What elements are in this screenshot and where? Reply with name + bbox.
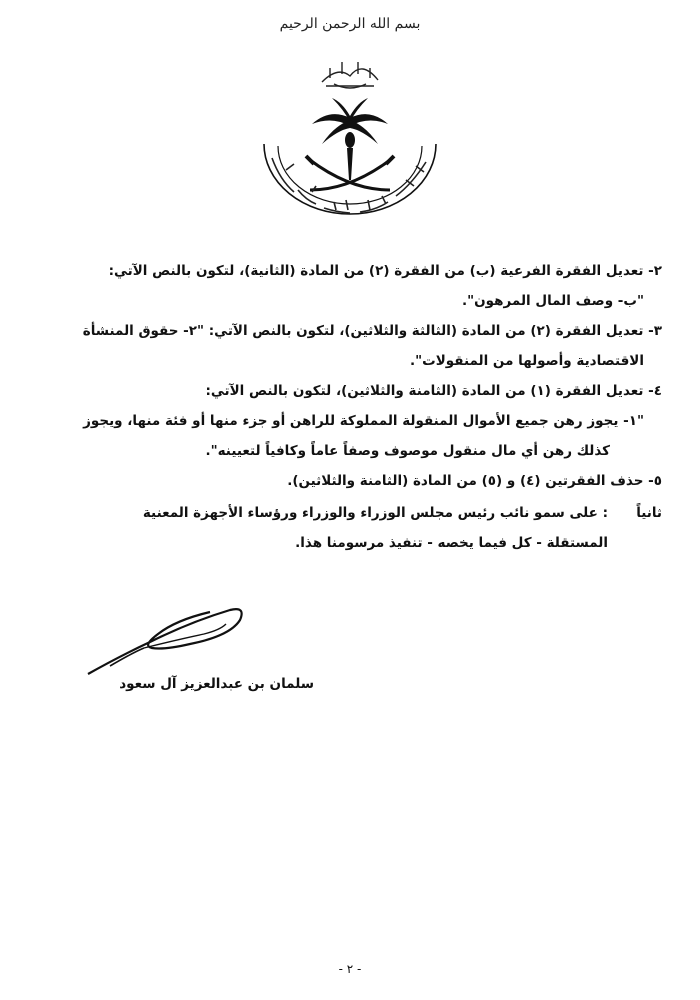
second-clause-label: ثانياً <box>636 505 662 521</box>
basmala: بسم الله الرحمن الرحيم <box>279 16 421 32</box>
shahada-calligraphy <box>322 62 378 88</box>
amendment-item-2-quote: "ب- وصف المال المرهون". <box>462 293 644 309</box>
second-clause-line: المستقلة - كل فيما يخصه - تنفيذ مرسومنا هذا. <box>295 535 608 551</box>
amendment-item-4-quote: "١- يجوز رهن جميع الأموال المنقولة المملوكة للراهن أو جزء منها أو فئة منها، ويجوز <box>83 413 644 429</box>
second-clause <box>36 498 662 558</box>
amendment-item-5: ٥- حذف الفقرتين (٤) و (٥) من المادة (الثامنة والثلاثين). <box>287 473 662 489</box>
amendment-item-3: ٣- تعديل الفقرة (٢) من المادة (الثالثة والثلاثين)، لتكون بالنص الآتي: "٢- حقوق المنشأة <box>82 323 662 339</box>
second-clause-text <box>36 498 608 558</box>
handwritten-signature <box>80 590 250 680</box>
decree-body <box>36 256 662 558</box>
amendment-item-4-quote-continued: كذلك رهن أي مال منقول موصوف وصفاً عاماً وكافياً لتعيينه". <box>205 443 610 459</box>
amendment-item-4: ٤- تعديل الفقرة (١) من المادة (الثامنة والثلاثين)، لتكون بالنص الآتي: <box>205 383 662 399</box>
second-clause-line: : على سمو نائب رئيس مجلس الوزراء والوزراء ورؤساء الأجهزة المعنية <box>142 505 608 521</box>
signer-name: سلمان بن عبدالعزيز آل سعود <box>119 676 314 692</box>
saudi-emblem <box>250 40 450 240</box>
amendment-item-2: ٢- تعديل الفقرة الفرعية (ب) من الفقرة (٢) من المادة (الثانية)، لتكون بالنص الآتي: <box>108 263 662 279</box>
palm-icon <box>348 148 352 180</box>
page-number: - ٢ - <box>338 962 362 976</box>
amendment-item-3-continued: الاقتصادية وأصولها من المنقولات". <box>410 353 644 369</box>
